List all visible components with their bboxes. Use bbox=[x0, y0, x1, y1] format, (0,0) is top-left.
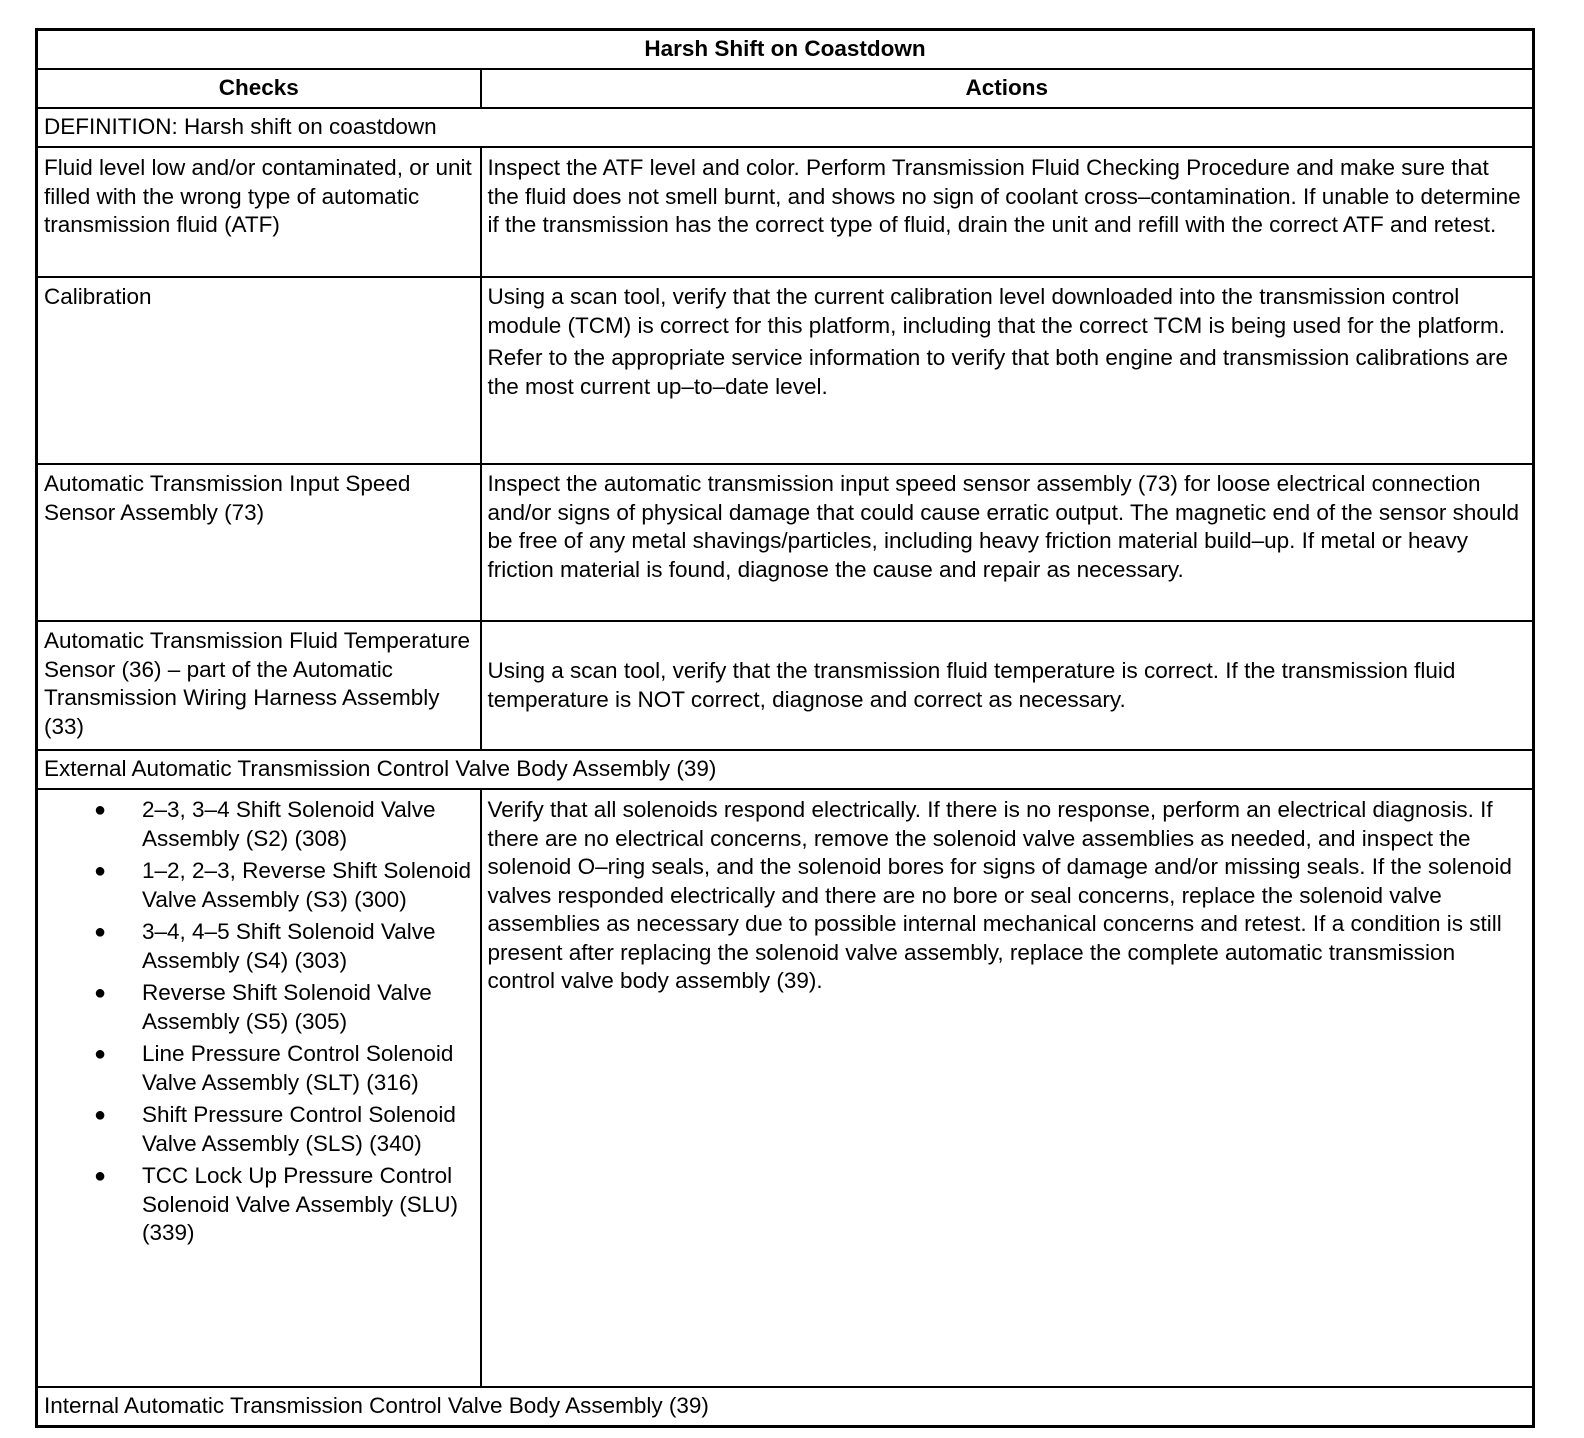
list-item bbox=[44, 1040, 474, 1097]
solenoid-list bbox=[44, 796, 474, 1248]
title-row bbox=[37, 30, 1534, 70]
section-row bbox=[37, 750, 1534, 789]
list-item-text: Line Pressure Control Solenoid Valve Assembly (SLT) (316) bbox=[142, 1041, 454, 1095]
check-cell: Automatic Transmission Fluid Temperature Sensor (36) – part of the Automatic Transmission Wiring Harness Assembly (33) bbox=[37, 621, 481, 750]
check-cell: Fluid level low and/or contaminated, or unit filled with the wrong type of automatic transmission fluid (ATF) bbox=[37, 147, 481, 277]
action-cell bbox=[481, 277, 1534, 464]
bullet-icon: ● bbox=[94, 921, 107, 943]
list-item bbox=[44, 796, 474, 853]
action-cell: Inspect the ATF level and color. Perform Transmission Fluid Checking Procedure and make sure that the fluid does not smell burnt, and shows no sign of coolant cross–contamination. If unable to determine if the transmission has the correct type of fluid, drain the unit and refill with the correct ATF and retest. bbox=[481, 147, 1534, 277]
check-cell: Calibration bbox=[37, 277, 481, 464]
list-item-text: Shift Pressure Control Solenoid Valve Assembly (SLS) (340) bbox=[142, 1102, 456, 1156]
list-item bbox=[44, 918, 474, 975]
bullet-icon: ● bbox=[94, 1043, 107, 1065]
list-item-text: 2–3, 3–4 Shift Solenoid Valve Assembly (S2) (308) bbox=[142, 797, 436, 851]
column-header-checks: Checks bbox=[37, 69, 481, 108]
table-row bbox=[37, 789, 1534, 1387]
bullet-icon: ● bbox=[94, 1165, 107, 1187]
header-row bbox=[37, 69, 1534, 108]
bullet-icon: ● bbox=[94, 982, 107, 1004]
section-label: Internal Automatic Transmission Control Valve Body Assembly (39) bbox=[37, 1387, 1534, 1427]
table-row bbox=[37, 621, 1534, 750]
check-cell bbox=[37, 789, 481, 1387]
table-title: Harsh Shift on Coastdown bbox=[37, 30, 1534, 70]
action-cell: Inspect the automatic transmission input speed sensor assembly (73) for loose electrical connection and/or signs of physical damage that could cause erratic output. The magnetic end of the sensor should be free of any metal shavings/particles, including heavy friction material build–up. If metal or heavy friction material is found, diagnose the cause and repair as necessary. bbox=[481, 464, 1534, 621]
table-row bbox=[37, 464, 1534, 621]
section-label: External Automatic Transmission Control Valve Body Assembly (39) bbox=[37, 750, 1534, 789]
action-paragraph: Refer to the appropriate service information to verify that both engine and transmission calibrations are the most current up–to–date level. bbox=[487, 345, 1509, 399]
action-paragraph: Using a scan tool, verify that the current calibration level downloaded into the transmission control module (TCM) is correct for this platform, including that the correct TCM is being used for the platform. bbox=[487, 284, 1505, 338]
action-cell: Using a scan tool, verify that the transmission fluid temperature is correct. If the transmission fluid temperature is NOT correct, diagnose and correct as necessary. bbox=[481, 621, 1534, 750]
section-row bbox=[37, 1387, 1534, 1427]
list-item-text: TCC Lock Up Pressure Control Solenoid Valve Assembly (SLU) (339) bbox=[142, 1163, 458, 1245]
list-item-text: Reverse Shift Solenoid Valve Assembly (S5) (305) bbox=[142, 980, 432, 1034]
list-item bbox=[44, 1101, 474, 1158]
definition-row bbox=[37, 108, 1534, 147]
list-item bbox=[44, 979, 474, 1036]
table-row bbox=[37, 147, 1534, 277]
definition-text: DEFINITION: Harsh shift on coastdown bbox=[37, 108, 1534, 147]
diagnostic-table bbox=[35, 28, 1535, 1428]
bullet-icon: ● bbox=[94, 860, 107, 882]
list-item-text: 1–2, 2–3, Reverse Shift Solenoid Valve Assembly (S3) (300) bbox=[142, 858, 471, 912]
list-item bbox=[44, 857, 474, 914]
column-header-actions: Actions bbox=[481, 69, 1534, 108]
check-cell: Automatic Transmission Input Speed Sensor Assembly (73) bbox=[37, 464, 481, 621]
bullet-icon: ● bbox=[94, 1104, 107, 1126]
action-cell: Verify that all solenoids respond electrically. If there is no response, perform an electrical diagnosis. If there are no electrical concerns, remove the solenoid valve assemblies as needed, and inspect the solenoid O–ring seals, and the solenoid bores for signs of damage and/or missing seals. If the solenoid valves responded electrically and there are no bore or seal concerns, replace the solenoid valve assemblies as necessary due to possible internal mechanical concerns and retest. If a condition is still present after replacing the solenoid valve assembly, replace the complete automatic transmission control valve body assembly (39). bbox=[481, 789, 1534, 1387]
bullet-icon: ● bbox=[94, 799, 107, 821]
list-item-text: 3–4, 4–5 Shift Solenoid Valve Assembly (S4) (303) bbox=[142, 919, 436, 973]
list-item bbox=[44, 1162, 474, 1248]
table-row bbox=[37, 277, 1534, 464]
